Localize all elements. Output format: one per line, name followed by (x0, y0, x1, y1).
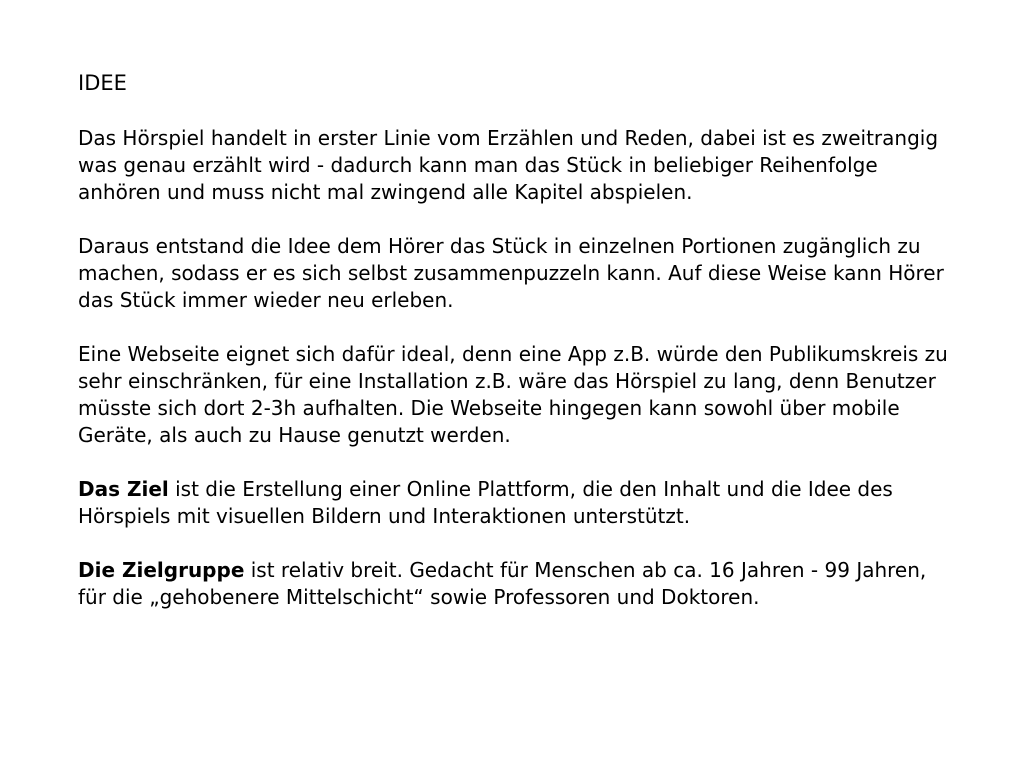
goal-label: Das Ziel (78, 477, 169, 501)
goal-text: ist die Erstellung einer Online Plattform, die den Inhalt und die Idee des Hörspiels mit visuellen Bildern und Interaktionen unterstützt. (78, 477, 893, 528)
paragraph-target-group (78, 557, 958, 611)
slide-title: IDEE (78, 71, 127, 95)
paragraph-intro: Das Hörspiel handelt in erster Linie vom Erzählen und Reden, dabei ist es zweitrangig was genau erzählt wird - dadurch kann man das Stück in beliebiger Reihenfolge anhören und muss nicht mal zwingend alle Kapitel abspielen. (78, 126, 939, 204)
paragraph-idea: Daraus entstand die Idee dem Hörer das Stück in einzelnen Portionen zugänglich zu machen, sodass er es sich selbst zusammenpuzzeln kann. Auf diese Weise kann Hörer das Stück immer wieder neu erleben. (78, 234, 944, 312)
paragraph-goal (78, 476, 958, 530)
paragraph-website: Eine Webseite eignet sich dafür ideal, denn eine App z.B. würde den Publikumskreis zu sehr einschränken, für eine Installation z.B. wäre das Hörspiel zu lang, denn Benutzer müsste sich dort 2-3h aufhalten. Die Webseite hingegen kann sowohl über mobile Geräte, als auch zu Hause genutzt werden. (78, 342, 948, 447)
target-group-label: Die Zielgruppe (78, 558, 245, 582)
target-group-text: ist relativ breit. Gedacht für Menschen ab ca. 16 Jahren - 99 Jahren, für die „gehobenere Mittelschicht“ sowie Professoren und Doktoren. (78, 558, 927, 609)
slide-content (78, 68, 958, 611)
